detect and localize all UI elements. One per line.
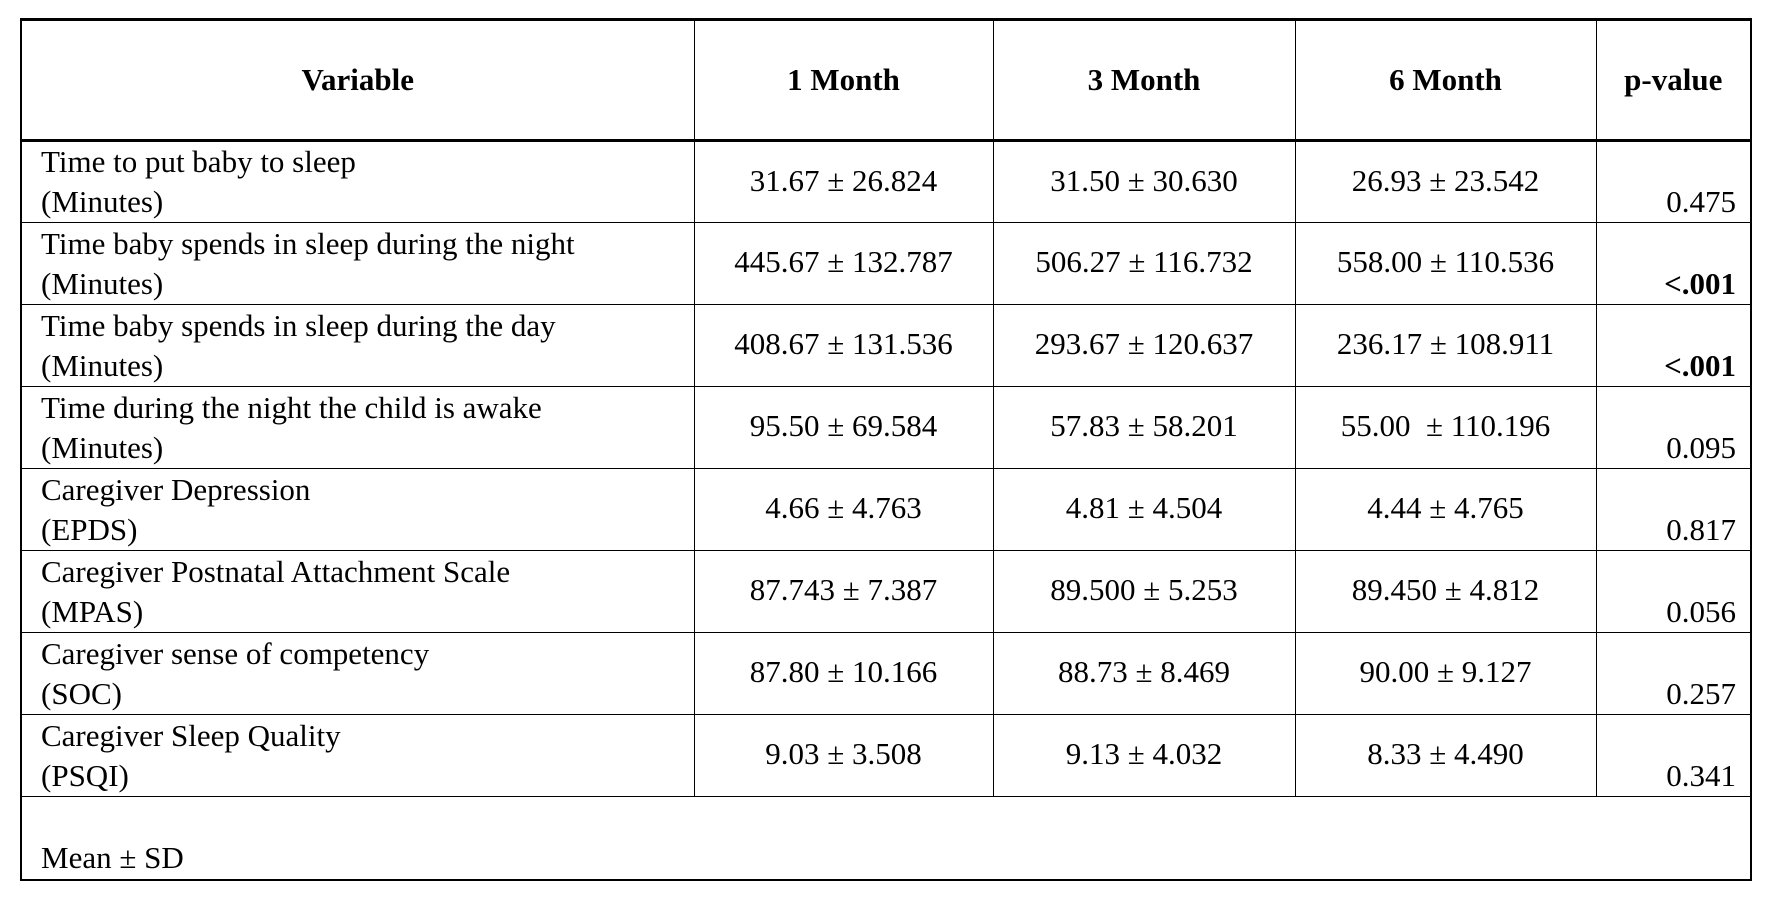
variable-cell: [21, 387, 694, 469]
variable-unit: (Minutes): [41, 429, 164, 465]
variable-label: Caregiver Sleep Quality: [41, 717, 341, 753]
table-row: [21, 387, 1751, 469]
variable-cell: [21, 551, 694, 633]
variable-unit: (Minutes): [41, 184, 164, 219]
variable-label: Time baby spends in sleep during the day: [41, 307, 556, 343]
variable-label: Caregiver Depression: [41, 471, 311, 507]
header-p-value: p-value: [1596, 20, 1751, 141]
month-1-value: 4.66 ± 4.763: [694, 469, 993, 551]
month-1-value: 95.50 ± 69.584: [694, 387, 993, 469]
month-3-value: 9.13 ± 4.032: [993, 715, 1295, 797]
header-3-month: 3 Month: [993, 20, 1295, 141]
table-row: [21, 551, 1751, 633]
table-header: [21, 20, 1751, 141]
month-1-value: 445.67 ± 132.787: [694, 223, 993, 305]
variable-label: Time during the night the child is awake: [41, 389, 542, 425]
p-value: 0.475: [1596, 141, 1751, 223]
month-1-value: 9.03 ± 3.508: [694, 715, 993, 797]
month-3-value: 4.81 ± 4.504: [993, 469, 1295, 551]
variable-unit: (SOC): [41, 675, 122, 711]
variable-unit: (Minutes): [41, 265, 164, 301]
variable-label: Time baby spends in sleep during the night: [41, 225, 575, 261]
month-3-value: 506.27 ± 116.732: [993, 223, 1295, 305]
table-row: [21, 469, 1751, 551]
variable-cell: [21, 305, 694, 387]
table-row: [21, 715, 1751, 797]
month-3-value: 293.67 ± 120.637: [993, 305, 1295, 387]
month-3-value: 89.500 ± 5.253: [993, 551, 1295, 633]
p-value: 0.341: [1596, 715, 1751, 797]
variable-cell: [21, 715, 694, 797]
month-6-value: 89.450 ± 4.812: [1295, 551, 1596, 633]
p-value: <.001: [1596, 305, 1751, 387]
variable-cell: [21, 141, 694, 223]
month-3-value: 57.83 ± 58.201: [993, 387, 1295, 469]
month-1-value: 31.67 ± 26.824: [694, 141, 993, 223]
month-1-value: 87.80 ± 10.166: [694, 633, 993, 715]
header-6-month: 6 Month: [1295, 20, 1596, 141]
month-1-value: 87.743 ± 7.387: [694, 551, 993, 633]
table-body: [21, 141, 1751, 880]
header-variable: Variable: [21, 20, 694, 141]
month-6-value: 90.00 ± 9.127: [1295, 633, 1596, 715]
month-3-value: 88.73 ± 8.469: [993, 633, 1295, 715]
table-row: [21, 141, 1751, 223]
variable-cell: [21, 223, 694, 305]
header-1-month: 1 Month: [694, 20, 993, 141]
month-6-value: 55.00 ± 110.196: [1295, 387, 1596, 469]
variable-unit: (EPDS): [41, 511, 138, 547]
header-row: [21, 20, 1751, 141]
month-6-value: 558.00 ± 110.536: [1295, 223, 1596, 305]
variable-unit: (MPAS): [41, 593, 144, 629]
variable-label: Caregiver Postnatal Attachment Scale: [41, 553, 511, 589]
p-value: 0.817: [1596, 469, 1751, 551]
variable-label: Time to put baby to sleep: [41, 144, 356, 179]
table-row: [21, 633, 1751, 715]
variable-unit: (Minutes): [41, 347, 164, 383]
month-6-value: 4.44 ± 4.765: [1295, 469, 1596, 551]
variable-cell: [21, 469, 694, 551]
footnote-row: [21, 797, 1751, 880]
variable-label: Caregiver sense of competency: [41, 635, 430, 671]
table-row: [21, 305, 1751, 387]
month-6-value: 8.33 ± 4.490: [1295, 715, 1596, 797]
p-value: 0.257: [1596, 633, 1751, 715]
results-table: [20, 18, 1752, 881]
variable-unit: (PSQI): [41, 757, 129, 793]
variable-cell: [21, 633, 694, 715]
table-footnote: Mean ± SD: [21, 797, 1751, 880]
month-1-value: 408.67 ± 131.536: [694, 305, 993, 387]
month-3-value: 31.50 ± 30.630: [993, 141, 1295, 223]
p-value: 0.056: [1596, 551, 1751, 633]
month-6-value: 26.93 ± 23.542: [1295, 141, 1596, 223]
month-6-value: 236.17 ± 108.911: [1295, 305, 1596, 387]
p-value: 0.095: [1596, 387, 1751, 469]
p-value: <.001: [1596, 223, 1751, 305]
table-row: [21, 223, 1751, 305]
